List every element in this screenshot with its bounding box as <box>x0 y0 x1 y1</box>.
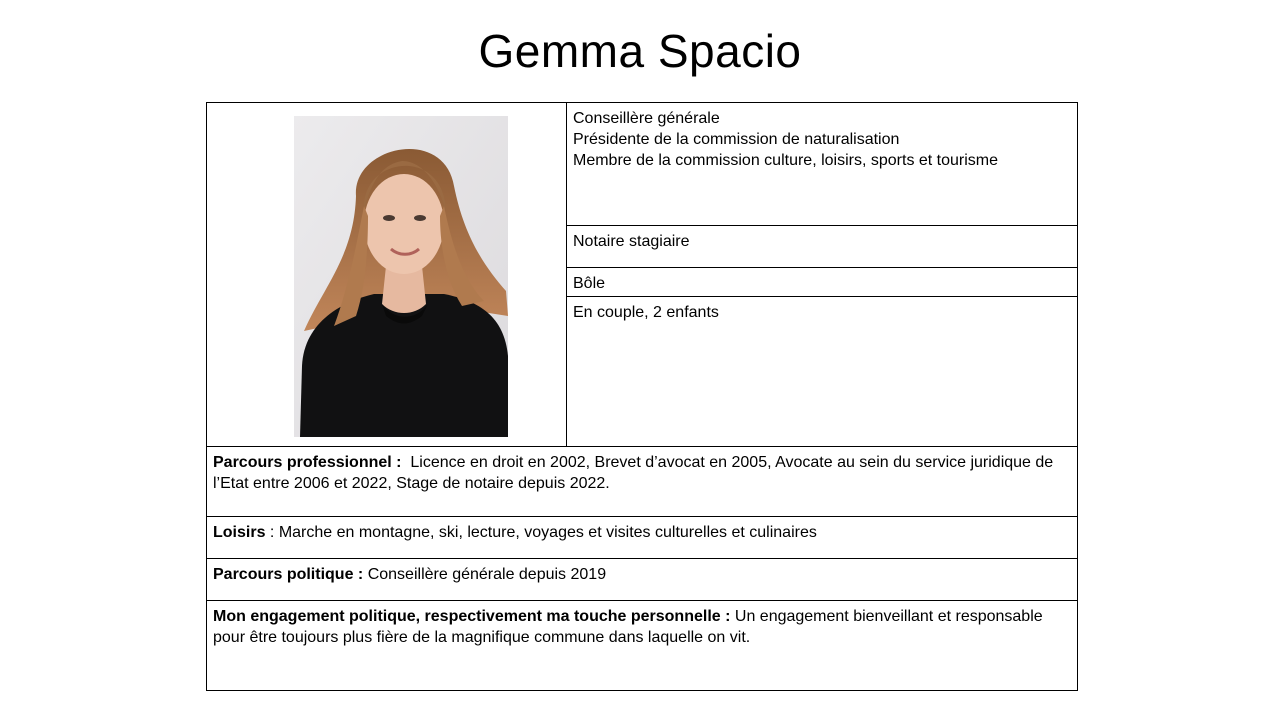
commune-cell <box>567 268 1077 296</box>
parcours-pol-cell <box>207 559 1077 600</box>
engagement-text: Un engagement bienveillant et responsable pour être toujours plus fière de la magnifique commune dans laquelle on vit. <box>213 608 1043 646</box>
parcours-pro-label: Parcours professionnel : <box>213 454 402 471</box>
profile-table <box>206 102 1078 691</box>
engagement-cell <box>207 601 1077 690</box>
role-line: Membre de la commission culture, loisirs, sports et tourisme <box>573 152 999 169</box>
parcours-pol-label: Parcours politique : <box>213 566 364 583</box>
loisirs-cell <box>207 517 1077 558</box>
profession-cell <box>567 226 1077 267</box>
profession-text: Notaire stagiaire <box>573 233 690 250</box>
family-cell <box>567 297 1077 446</box>
parcours-pro-text: Licence en droit en 2002, Brevet d’avocat en 2005, Avocate au sein du service juridique de l’Etat entre 2006 et 2022, Stage de notaire depuis 2022. <box>213 454 1054 492</box>
role-line: Présidente de la commission de naturalisation <box>573 131 900 148</box>
loisirs-text: : Marche en montagne, ski, lecture, voyages et visites culturelles et culinaires <box>269 524 817 541</box>
family-text: En couple, 2 enfants <box>573 304 719 321</box>
portrait-photo <box>294 116 508 437</box>
engagement-label: Mon engagement politique, respectivement ma touche personnelle : <box>213 608 731 625</box>
commune-text: Bôle <box>573 275 606 292</box>
role-line: Conseillère générale <box>573 110 720 127</box>
page-title: Gemma Spacio <box>478 25 802 77</box>
roles-cell <box>567 103 1077 225</box>
parcours-pro-cell <box>207 447 1077 516</box>
parcours-pol-text: Conseillère générale depuis 2019 <box>367 566 607 583</box>
loisirs-label: Loisirs <box>213 524 266 541</box>
